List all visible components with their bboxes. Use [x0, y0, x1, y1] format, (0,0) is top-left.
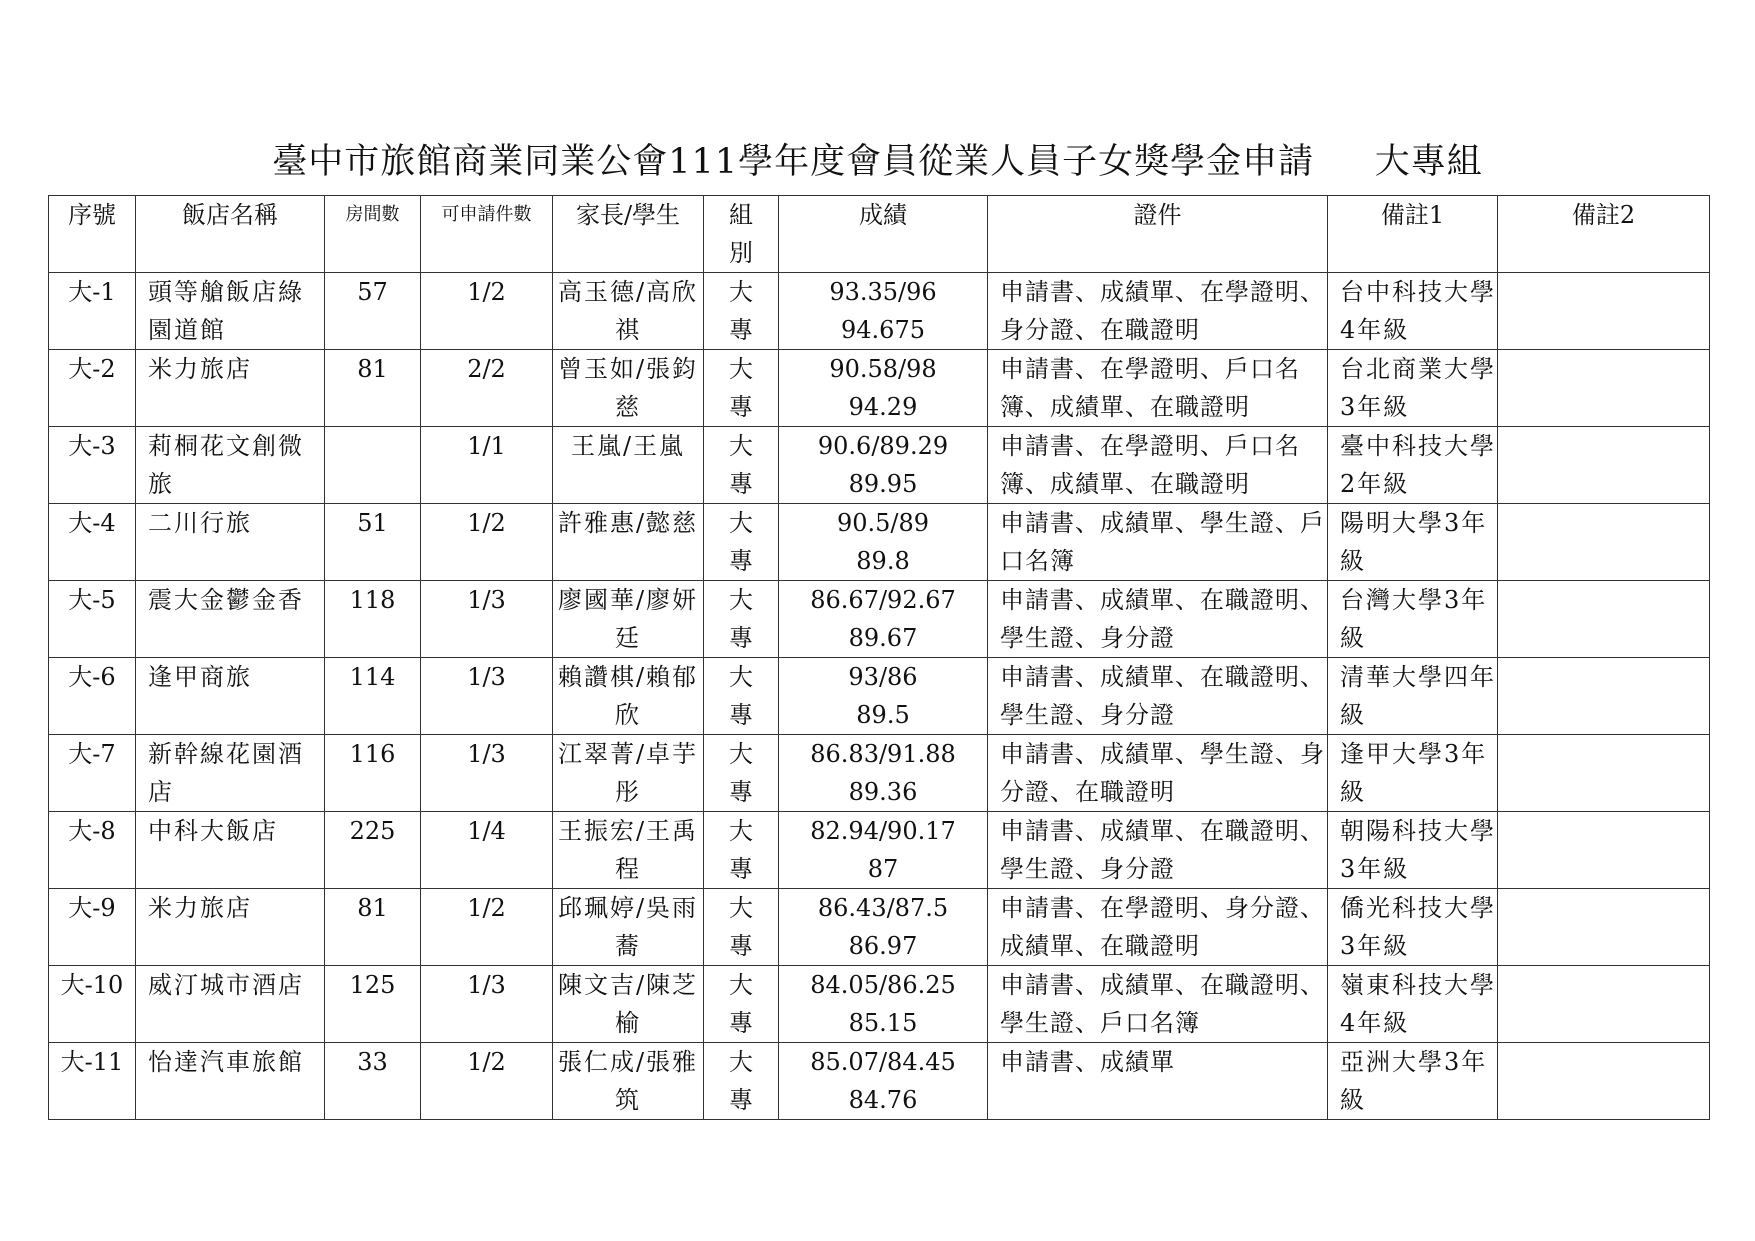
- cell-remark2: [1498, 812, 1710, 889]
- cell-seq: [49, 658, 136, 735]
- table-row: [49, 812, 1710, 889]
- cell-quota: [421, 966, 553, 1043]
- cell-hotel-text: 新幹線花園酒店: [148, 740, 304, 806]
- cell-docs: [988, 812, 1328, 889]
- cell-docs-text: 申請書、成績單、在職證明、學生證、身分證: [1000, 817, 1325, 883]
- cell-quota-text: 1/2: [467, 278, 506, 306]
- cell-score: [779, 350, 988, 427]
- header-docs: 證件: [988, 196, 1328, 273]
- cell-hotel-text: 怡達汽車旅館: [148, 1048, 304, 1076]
- cell-docs: [988, 581, 1328, 658]
- cell-hotel: [136, 735, 325, 812]
- cell-names: [553, 658, 704, 735]
- cell-rooms-text: 125: [349, 971, 396, 999]
- cell-hotel-text: 米力旅店: [148, 355, 252, 383]
- cell-hotel: [136, 581, 325, 658]
- cell-remark1: [1328, 658, 1498, 735]
- cell-remark1: [1328, 350, 1498, 427]
- cell-remark1-text: 亞洲大學3年級: [1340, 1048, 1488, 1114]
- cell-names-text: 陳文吉/陳芝榆: [557, 971, 699, 1037]
- cell-names: [553, 735, 704, 812]
- cell-names: [553, 273, 704, 350]
- cell-seq: [49, 581, 136, 658]
- cell-rooms: [325, 273, 421, 350]
- cell-hotel-text: 二川行旅: [148, 509, 252, 537]
- cell-score: [779, 427, 988, 504]
- cell-score-text: 86.43/87.5 86.97: [817, 894, 949, 960]
- cell-hotel-text: 頭等艙飯店綠園道館: [148, 278, 304, 344]
- cell-seq-text: 大-4: [68, 509, 116, 537]
- cell-group: [704, 273, 779, 350]
- cell-quota-text: 1/2: [467, 509, 506, 537]
- cell-score: [779, 504, 988, 581]
- cell-group-text: 大 專: [729, 278, 753, 344]
- cell-rooms-text: 81: [357, 355, 388, 383]
- table-row: [49, 504, 1710, 581]
- cell-names-text: 曾玉如/張鈞慈: [557, 355, 699, 421]
- cell-remark1-text: 僑光科技大學3年級: [1340, 894, 1496, 960]
- cell-docs: [988, 504, 1328, 581]
- header-hotel: 飯店名稱: [136, 196, 325, 273]
- cell-seq: [49, 735, 136, 812]
- cell-docs: [988, 658, 1328, 735]
- cell-names-text: 廖國華/廖妍廷: [557, 586, 699, 652]
- cell-names: [553, 1043, 704, 1120]
- cell-quota: [421, 889, 553, 966]
- cell-group: [704, 658, 779, 735]
- header-group: [704, 196, 779, 273]
- cell-score-text: 82.94/90.17 87: [810, 817, 956, 883]
- cell-remark2: [1498, 889, 1710, 966]
- cell-quota-text: 1/3: [467, 971, 506, 999]
- cell-group-text: 大 專: [729, 355, 753, 421]
- cell-names: [553, 504, 704, 581]
- cell-score-text: 86.67/92.67 89.67: [810, 586, 956, 652]
- table-row: [49, 658, 1710, 735]
- cell-names-text: 許雅惠/懿慈: [557, 509, 699, 537]
- cell-hotel-text: 中科大飯店: [148, 817, 278, 845]
- cell-rooms: [325, 735, 421, 812]
- cell-names-text: 張仁成/張雅筑: [557, 1048, 699, 1114]
- cell-docs-text: 申請書、在學證明、戶口名簿、成績單、在職證明: [1000, 355, 1300, 421]
- cell-score: [779, 966, 988, 1043]
- cell-hotel: [136, 504, 325, 581]
- cell-seq-text: 大-1: [68, 278, 116, 306]
- cell-group: [704, 812, 779, 889]
- table-row: [49, 427, 1710, 504]
- cell-names: [553, 966, 704, 1043]
- cell-remark2: [1498, 504, 1710, 581]
- cell-names: [553, 889, 704, 966]
- cell-score-text: 86.83/91.88 89.36: [810, 740, 956, 806]
- cell-docs: [988, 735, 1328, 812]
- cell-remark2: [1498, 273, 1710, 350]
- cell-rooms: [325, 966, 421, 1043]
- cell-score-text: 93.35/96 94.675: [829, 278, 937, 344]
- cell-group: [704, 889, 779, 966]
- page-title: 臺中市旅館商業同業公會111學年度會員從業人員子女獎學金申請 大專組: [272, 142, 1483, 182]
- cell-group-text: 大 專: [729, 894, 753, 960]
- cell-remark2: [1498, 581, 1710, 658]
- cell-docs-text: 申請書、成績單、在職證明、學生證、身分證: [1000, 663, 1325, 729]
- cell-score: [779, 1043, 988, 1120]
- cell-remark1: [1328, 735, 1498, 812]
- cell-rooms: [325, 504, 421, 581]
- header-group-text: 組 別: [729, 201, 753, 267]
- cell-seq-text: 大-10: [60, 971, 124, 999]
- cell-remark1-text: 臺中科技大學2年級: [1340, 432, 1496, 498]
- cell-remark1: [1328, 1043, 1498, 1120]
- cell-rooms-text: 118: [349, 586, 396, 614]
- header-seq: 序號: [49, 196, 136, 273]
- cell-rooms-text: 33: [357, 1048, 388, 1076]
- cell-quota: [421, 427, 553, 504]
- cell-quota: [421, 658, 553, 735]
- cell-quota: [421, 504, 553, 581]
- cell-remark1: [1328, 504, 1498, 581]
- cell-rooms-text: 225: [349, 817, 396, 845]
- cell-group-text: 大 專: [729, 971, 753, 1037]
- table-row: [49, 889, 1710, 966]
- cell-score-text: 90.58/98 94.29: [829, 355, 937, 421]
- header-score: 成績: [779, 196, 988, 273]
- cell-names-text: 王振宏/王禹程: [557, 817, 699, 883]
- table-row: [49, 735, 1710, 812]
- cell-hotel: [136, 966, 325, 1043]
- cell-rooms: [325, 889, 421, 966]
- cell-quota-text: 1/3: [467, 740, 506, 768]
- cell-names-text: 高玉德/高欣祺: [557, 278, 699, 344]
- header-remark2: 備註2: [1498, 196, 1710, 273]
- cell-quota: [421, 812, 553, 889]
- cell-hotel: [136, 812, 325, 889]
- cell-docs-text: 申請書、成績單: [1000, 1048, 1175, 1076]
- cell-rooms: [325, 812, 421, 889]
- cell-seq: [49, 504, 136, 581]
- cell-quota-text: 2/2: [467, 355, 506, 383]
- cell-rooms-text: 114: [349, 663, 396, 691]
- cell-seq-text: 大-2: [68, 355, 116, 383]
- cell-hotel-text: 震大金鬱金香: [148, 586, 304, 614]
- cell-score-text: 93/86 89.5: [848, 663, 918, 729]
- cell-names-text: 王嵐/王嵐: [570, 432, 686, 460]
- cell-score: [779, 581, 988, 658]
- cell-score: [779, 273, 988, 350]
- cell-docs-text: 申請書、在學證明、戶口名簿、成績單、在職證明: [1000, 432, 1300, 498]
- cell-hotel: [136, 658, 325, 735]
- cell-seq: [49, 1043, 136, 1120]
- cell-group: [704, 735, 779, 812]
- cell-quota: [421, 1043, 553, 1120]
- cell-quota: [421, 350, 553, 427]
- cell-docs: [988, 966, 1328, 1043]
- header-rooms: 房間數: [325, 196, 421, 273]
- cell-remark1: [1328, 812, 1498, 889]
- cell-quota-text: 1/4: [467, 817, 506, 845]
- cell-seq-text: 大-5: [68, 586, 116, 614]
- cell-hotel: [136, 350, 325, 427]
- cell-docs-text: 申請書、成績單、學生證、身分證、在職證明: [1000, 740, 1325, 806]
- cell-docs: [988, 1043, 1328, 1120]
- cell-docs-text: 申請書、成績單、學生證、戶口名簿: [1000, 509, 1325, 575]
- cell-rooms-text: 51: [357, 509, 388, 537]
- cell-quota: [421, 273, 553, 350]
- cell-score-text: 84.05/86.25 85.15: [810, 971, 956, 1037]
- header-names: 家長/學生: [553, 196, 704, 273]
- cell-remark1-text: 朝陽科技大學3年級: [1340, 817, 1496, 883]
- table-header-row: [49, 196, 1710, 273]
- cell-remark1-text: 清華大學四年級: [1340, 663, 1496, 729]
- table-row: [49, 273, 1710, 350]
- cell-seq-text: 大-11: [60, 1048, 124, 1076]
- cell-remark1: [1328, 581, 1498, 658]
- cell-remark2: [1498, 427, 1710, 504]
- cell-docs: [988, 350, 1328, 427]
- cell-group-text: 大 專: [729, 663, 753, 729]
- cell-hotel-text: 莉桐花文創微旅: [148, 432, 304, 498]
- cell-docs-text: 申請書、成績單、在職證明、學生證、戶口名簿: [1000, 971, 1325, 1037]
- cell-group-text: 大 專: [729, 1048, 753, 1114]
- cell-group: [704, 966, 779, 1043]
- cell-score: [779, 658, 988, 735]
- cell-docs-text: 申請書、成績單、在職證明、學生證、身分證: [1000, 586, 1325, 652]
- cell-seq: [49, 812, 136, 889]
- cell-docs: [988, 889, 1328, 966]
- cell-seq: [49, 273, 136, 350]
- cell-names: [553, 427, 704, 504]
- cell-score-text: 90.6/89.29 89.95: [817, 432, 949, 498]
- cell-score: [779, 889, 988, 966]
- cell-seq-text: 大-7: [68, 740, 116, 768]
- cell-hotel-text: 威汀城市酒店: [148, 971, 304, 999]
- cell-names: [553, 581, 704, 658]
- cell-group-text: 大 專: [729, 432, 753, 498]
- header-remark1: 備註1: [1328, 196, 1498, 273]
- cell-seq-text: 大-8: [68, 817, 116, 845]
- cell-group-text: 大 專: [729, 509, 753, 575]
- cell-remark1-text: 台中科技大學4年級: [1340, 278, 1496, 344]
- cell-quota-text: 1/2: [467, 1048, 506, 1076]
- cell-quota: [421, 735, 553, 812]
- cell-group-text: 大 專: [729, 740, 753, 806]
- cell-docs: [988, 273, 1328, 350]
- cell-names-text: 賴讚棋/賴郁欣: [557, 663, 699, 729]
- cell-quota-text: 1/3: [467, 586, 506, 614]
- cell-hotel: [136, 1043, 325, 1120]
- cell-remark1-text: 陽明大學3年級: [1340, 509, 1488, 575]
- cell-group-text: 大 專: [729, 586, 753, 652]
- cell-quota-text: 1/2: [467, 894, 506, 922]
- cell-seq: [49, 350, 136, 427]
- cell-rooms: [325, 427, 421, 504]
- cell-seq-text: 大-6: [68, 663, 116, 691]
- cell-remark2: [1498, 658, 1710, 735]
- cell-quota: [421, 581, 553, 658]
- cell-seq: [49, 889, 136, 966]
- cell-rooms-text: 116: [349, 740, 396, 768]
- header-quota: 可申請件數: [421, 196, 553, 273]
- table-row: [49, 1043, 1710, 1120]
- cell-remark1-text: 台灣大學3年級: [1340, 586, 1488, 652]
- cell-score: [779, 812, 988, 889]
- cell-remark1-text: 嶺東科技大學4年級: [1340, 971, 1496, 1037]
- table-body: [49, 273, 1710, 1120]
- cell-remark1: [1328, 889, 1498, 966]
- cell-rooms-text: 57: [357, 278, 388, 306]
- cell-names-text: 江翠菁/卓芋彤: [557, 740, 699, 806]
- cell-seq: [49, 966, 136, 1043]
- cell-remark2: [1498, 1043, 1710, 1120]
- cell-seq-text: 大-3: [68, 432, 116, 460]
- cell-remark2: [1498, 735, 1710, 812]
- table-row: [49, 581, 1710, 658]
- cell-remark2: [1498, 966, 1710, 1043]
- cell-quota-text: 1/3: [467, 663, 506, 691]
- cell-hotel-text: 逢甲商旅: [148, 663, 252, 691]
- cell-names: [553, 812, 704, 889]
- cell-hotel: [136, 427, 325, 504]
- cell-score: [779, 735, 988, 812]
- cell-remark1: [1328, 427, 1498, 504]
- cell-remark1: [1328, 273, 1498, 350]
- cell-rooms: [325, 350, 421, 427]
- cell-group: [704, 581, 779, 658]
- cell-quota-text: 1/1: [467, 432, 506, 460]
- cell-group: [704, 350, 779, 427]
- table-row: [49, 966, 1710, 1043]
- cell-remark1-text: 逢甲大學3年級: [1340, 740, 1488, 806]
- cell-remark1: [1328, 966, 1498, 1043]
- cell-score-text: 85.07/84.45 84.76: [810, 1048, 956, 1114]
- cell-docs-text: 申請書、成績單、在學證明、身分證、在職證明: [1000, 278, 1325, 344]
- cell-hotel-text: 米力旅店: [148, 894, 252, 922]
- cell-rooms-text: 81: [357, 894, 388, 922]
- cell-remark2: [1498, 350, 1710, 427]
- cell-remark1-text: 台北商業大學3年級: [1340, 355, 1496, 421]
- cell-docs: [988, 427, 1328, 504]
- cell-names-text: 邱珮婷/吳雨蕎: [557, 894, 699, 960]
- cell-rooms: [325, 658, 421, 735]
- cell-group-text: 大 專: [729, 817, 753, 883]
- cell-group: [704, 1043, 779, 1120]
- cell-group: [704, 504, 779, 581]
- cell-rooms: [325, 1043, 421, 1120]
- cell-rooms: [325, 581, 421, 658]
- cell-hotel: [136, 273, 325, 350]
- cell-hotel: [136, 889, 325, 966]
- cell-docs-text: 申請書、在學證明、身分證、成績單、在職證明: [1000, 894, 1325, 960]
- cell-seq: [49, 427, 136, 504]
- cell-names: [553, 350, 704, 427]
- cell-group: [704, 427, 779, 504]
- cell-score-text: 90.5/89 89.8: [836, 509, 930, 575]
- scholarship-table: [48, 195, 1710, 1120]
- cell-seq-text: 大-9: [68, 894, 116, 922]
- table-row: [49, 350, 1710, 427]
